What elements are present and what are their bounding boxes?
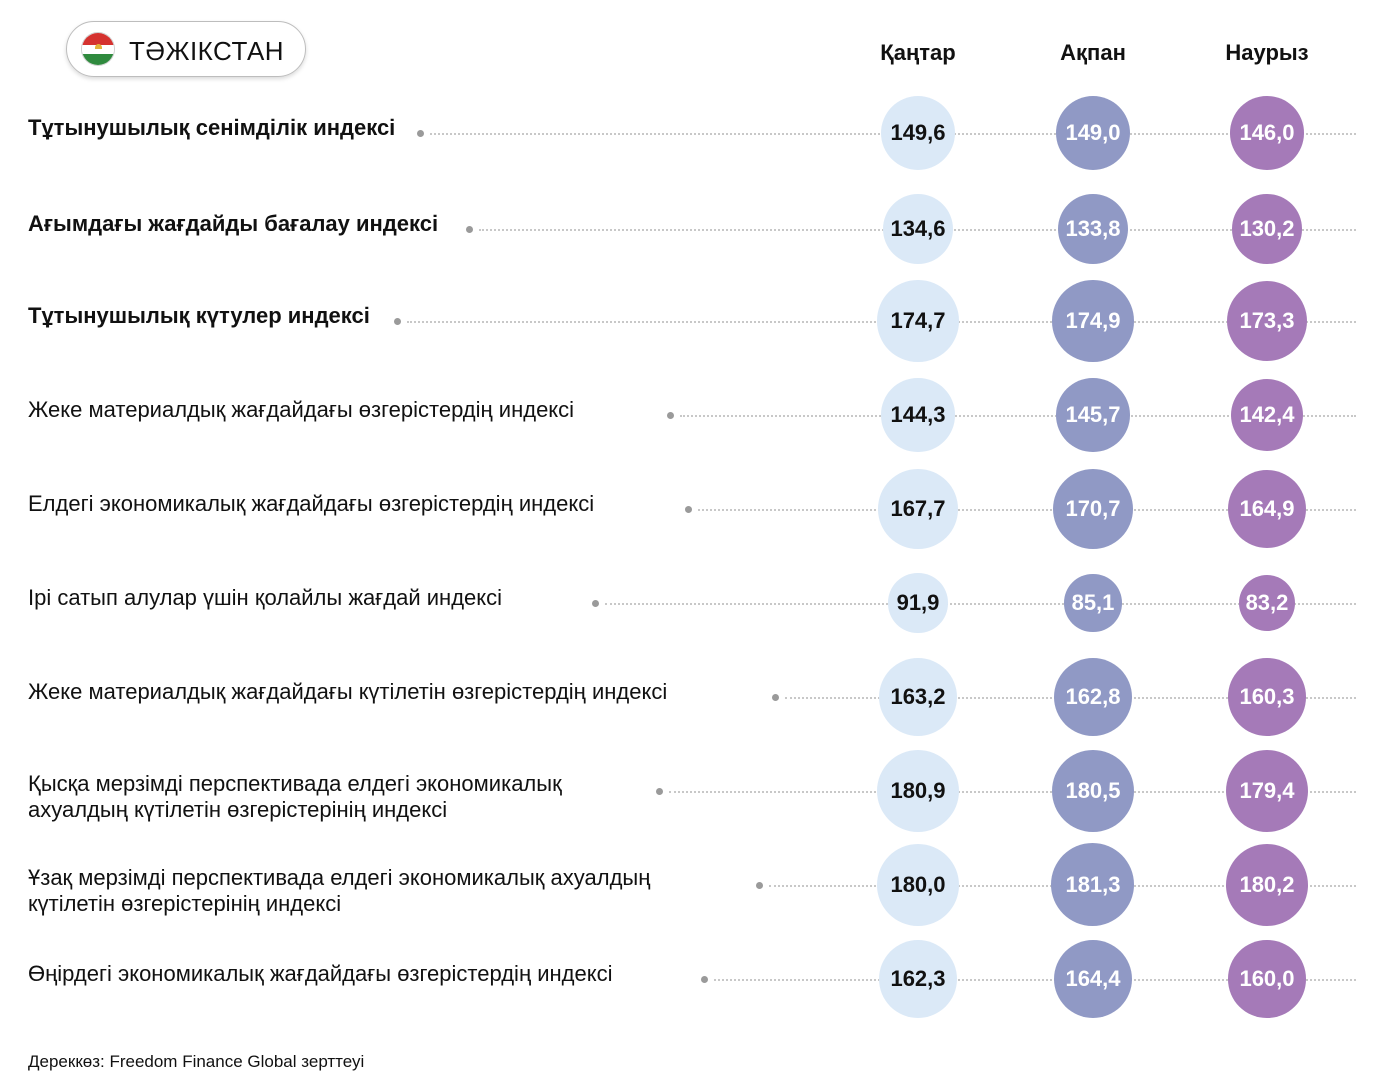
value-bubble-january: 180,9	[877, 750, 960, 833]
row-bullet-dot	[667, 412, 674, 419]
value-bubble-february: 149,0	[1056, 96, 1130, 170]
row-label-line: күтілетін өзгерістерінің индексі	[28, 891, 342, 916]
column-header-february: Ақпан	[1060, 40, 1126, 65]
row-label-line: Өңірдегі экономикалық жағдайдағы өзгерістердің индексі	[28, 961, 613, 986]
row-label	[28, 585, 502, 611]
value-bubble-january: 134,6	[883, 194, 954, 265]
row-bullet-dot	[772, 694, 779, 701]
row-bullet-dot	[592, 600, 599, 607]
row-bullet-dot	[394, 318, 401, 325]
value-bubble-march: 83,2	[1239, 575, 1296, 632]
value-bubble-january: 163,2	[879, 658, 957, 736]
row-bullet-dot	[701, 976, 708, 983]
row-bullet-dot	[466, 226, 473, 233]
row-bullet-dot	[656, 788, 663, 795]
column-header-january: Қаңтар	[880, 40, 956, 65]
value-bubble-february: 174,9	[1052, 280, 1133, 361]
row-label	[28, 865, 650, 917]
tajikistan-flag-icon	[81, 32, 115, 66]
value-bubble-january: 91,9	[888, 573, 947, 632]
row-label-line: Тұтынушылық сенімділік индексі	[28, 115, 396, 140]
value-bubble-february: 180,5	[1052, 750, 1135, 833]
value-bubble-february: 164,4	[1054, 940, 1133, 1019]
value-bubble-january: 174,7	[877, 280, 958, 361]
row-label	[28, 303, 370, 329]
row-label-line: Ірі сатып алулар үшін қолайлы жағдай индексі	[28, 585, 503, 610]
value-bubble-march: 160,0	[1228, 940, 1305, 1017]
row-label	[28, 211, 438, 237]
row-bullet-dot	[685, 506, 692, 513]
row-label-line: Тұтынушылық күтулер индексі	[28, 303, 370, 328]
value-bubble-january: 149,6	[881, 96, 956, 171]
value-bubble-january: 180,0	[877, 844, 960, 927]
row-bullet-dot	[417, 130, 424, 137]
value-bubble-february: 133,8	[1058, 194, 1128, 264]
value-bubble-january: 167,7	[878, 469, 957, 548]
row-label	[28, 491, 594, 517]
row-label	[28, 961, 612, 987]
value-bubble-march: 179,4	[1226, 750, 1309, 833]
row-bullet-dot	[756, 882, 763, 889]
value-bubble-march: 164,9	[1228, 470, 1307, 549]
value-bubble-march: 173,3	[1227, 281, 1308, 362]
row-label-line: Жеке материалдық жағдайдағы күтілетін өзгерістердің индексі	[28, 679, 668, 704]
source-note: Дереккөз: Freedom Finance Global зерттеуі	[28, 1052, 365, 1071]
row-label-line: Ұзақ мерзімді перспективада елдегі экономикалық ахуалдың	[28, 865, 651, 890]
row-label-line: Ағымдағы жағдайды бағалау индексі	[28, 211, 439, 236]
value-bubble-march: 146,0	[1230, 96, 1304, 170]
country-badge	[66, 21, 306, 77]
row-label-line: Елдегі экономикалық жағдайдағы өзгерістердің индексі	[28, 491, 595, 516]
row-label	[28, 397, 574, 423]
row-label-line: Қысқа мерзімді перспективада елдегі экономикалық	[28, 771, 562, 796]
value-bubble-february: 170,7	[1053, 469, 1133, 549]
value-bubble-march: 160,3	[1228, 658, 1305, 735]
row-label-line: Жеке материалдық жағдайдағы өзгерістердің индексі	[28, 397, 575, 422]
row-label-line: ахуалдың күтілетін өзгерістерінің индексі	[28, 797, 448, 822]
row-label	[28, 771, 562, 823]
value-bubble-march: 142,4	[1231, 379, 1304, 452]
value-bubble-february: 85,1	[1064, 574, 1121, 631]
value-bubble-march: 180,2	[1226, 844, 1309, 927]
row-label	[28, 115, 395, 141]
value-bubble-march: 130,2	[1232, 194, 1301, 263]
value-bubble-february: 145,7	[1056, 378, 1130, 452]
value-bubble-january: 162,3	[879, 940, 957, 1018]
value-bubble-february: 162,8	[1054, 658, 1132, 736]
row-label	[28, 679, 667, 705]
country-name: ТӘЖІКСТАН	[129, 36, 285, 66]
value-bubble-january: 144,3	[881, 378, 954, 451]
value-bubble-february: 181,3	[1051, 843, 1134, 926]
column-header-march: Наурыз	[1225, 40, 1309, 65]
